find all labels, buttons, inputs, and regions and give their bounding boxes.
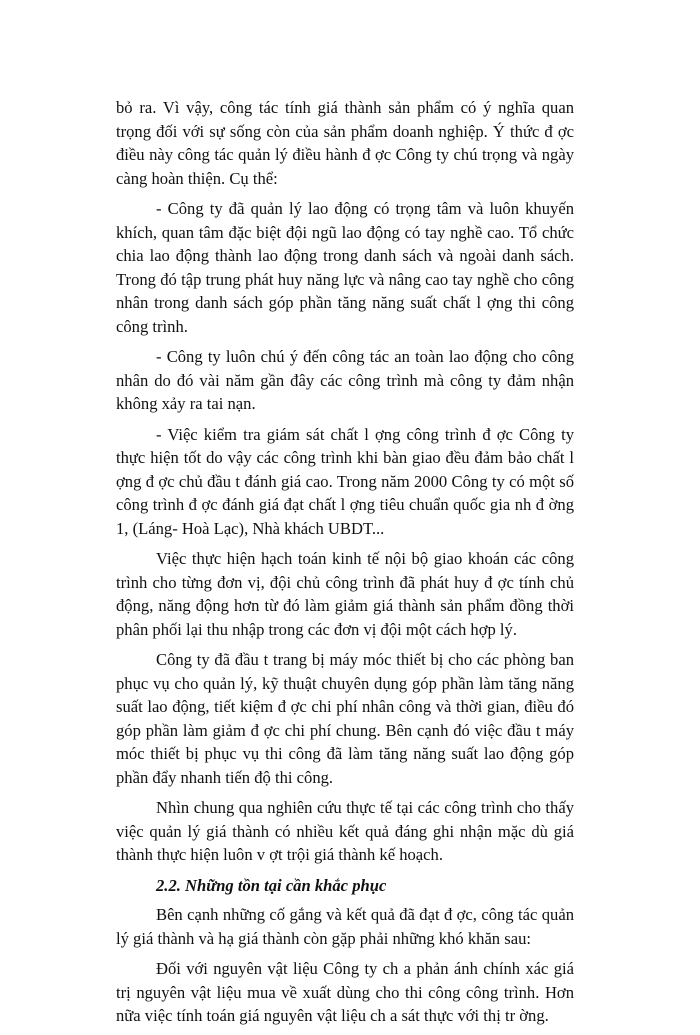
- paragraph-labor-management: - Công ty đã quản lý lao động có trọng tâm và luôn khuyến khích, quan tâm đặc biệt đội ngũ lao động có tay nghề cao. Tổ chức chia lao động thành lao động trong danh sách và ngoài danh sách. Trong đó tập trung phát huy năng lực và nâng cao tay nghề cho công nhân trong danh sách góp phần tăng năng suất chất l ợng thi công công trình.: [116, 199, 574, 336]
- section-heading: 2.2. Những tồn tại cần khắc phục: [156, 875, 387, 895]
- document-body: [116, 96, 574, 1035]
- paragraph-internal-accounting: Việc thực hiện hạch toán kinh tế nội bộ giao khoán các công trình cho từng đơn vị, đội chủ công trình đã phát huy đ ợc tính chủ động, năng động hơn từ đó làm giảm giá thành sản phẩm đồng thời phân phối lại thu nhập trong các đơn vị đội một cách hợp lý.: [116, 549, 574, 639]
- paragraph-quality-control: - Việc kiểm tra giám sát chất l ợng công trình đ ợc Công ty thực hiện tốt do vậy các công trình khi bàn giao đều đảm bảo chất l ợng đ ợc chủ đầu t đánh giá cao. Trong năm 2000 Công ty có một số công trình đ ợc đánh giá đạt chất l ợng tiêu chuẩn quốc gia nh đ ờng 1, (Láng- Hoà Lạc), Nhà khách UBDT...: [116, 424, 574, 538]
- paragraph-equipment-investment: Công ty đã đầu t trang bị máy móc thiết bị cho các phòng ban phục vụ cho quản lý, kỹ thuật chuyên dụng góp phần làm tăng năng suất lao động, tiết kiệm đ ợc chi phí nhân công và thời gian, điều đó góp phần làm giảm đ ợc chi phí chung. Bên cạnh đó việc đầu t máy móc thiết bị phục vụ thi công đã làm tăng năng suất lao động góp phần đẩy nhanh tiến độ thi công.: [116, 650, 574, 787]
- paragraph-overall-assessment: Nhìn chung qua nghiên cứu thực tế tại các công trình cho thấy việc quản lý giá thành có nhiều kết quả đáng ghi nhận mặc dù giá thành thực hiện luôn v ợt trội giá thành kế hoạch.: [116, 798, 574, 864]
- paragraph-materials: Đối với nguyên vật liệu Công ty ch a phản ánh chính xác giá trị nguyên vật liệu mua về xuất dùng cho thi công công trình. Hơn nữa việc tính toán giá nguyên vật liệu ch a sát thực với thị tr ờng.: [116, 959, 574, 1025]
- paragraph-intro: bỏ ra. Vì vậy, công tác tính giá thành sản phẩm có ý nghĩa quan trọng đối với sự sống còn của sản phẩm doanh nghiệp. Ý thức đ ợc điều này công tác quản lý điều hành đ ợc Công ty chú trọng và ngày càng hoàn thiện. Cụ thể:: [116, 98, 574, 188]
- paragraph-labor-safety: - Công ty luôn chú ý đến công tác an toàn lao động cho công nhân do đó vài năm gần đây các công trình mà công ty đảm nhận không xảy ra tai nạn.: [116, 347, 574, 413]
- paragraph-difficulties-intro: Bên cạnh những cố gắng và kết quả đã đạt đ ợc, công tác quản lý giá thành và hạ giá thành còn gặp phải những khó khăn sau:: [116, 905, 574, 948]
